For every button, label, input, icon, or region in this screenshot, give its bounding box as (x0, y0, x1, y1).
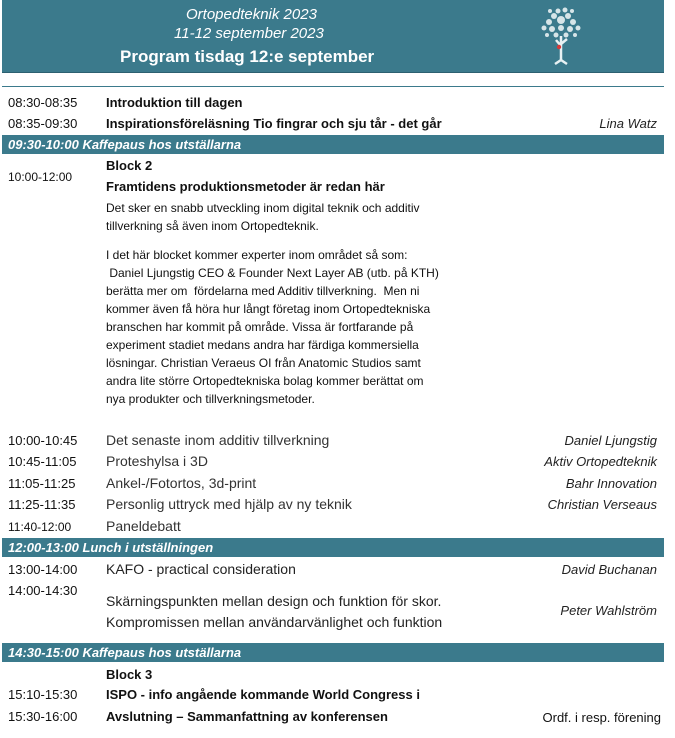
talk-title: Personlig uttryck med hjälp av ny teknik (106, 496, 352, 512)
talk-title: Skärningspunkten mellan design och funktion för skor. (106, 593, 442, 609)
talk-title: KAFO - practical consideration (106, 561, 296, 577)
speaker-name: Christian Verseaus (547, 497, 657, 512)
time-label: 11:40-12:00 (8, 520, 72, 534)
talk-title: Paneldebatt (106, 518, 181, 534)
text-line: kommer även få höra hur långt företag inom Ortopedtekniska (106, 302, 431, 316)
coffee-break-band: 14:30-15:00 Kaffepaus hos utställarna (2, 643, 664, 662)
text-line: tillverkning så även inom Ortopedteknik. (106, 219, 319, 233)
talk-title: Ankel-/Fotortos, 3d-print (106, 475, 257, 491)
block-intro (106, 199, 506, 235)
talk-title: Det senaste inom additiv tillverkning (106, 432, 330, 448)
text-line: Daniel Ljungstig CEO & Founder Next Layer AB (utb. på KTH) (106, 266, 439, 280)
time-label: 10:45-11:05 (8, 454, 77, 469)
speaker-name: Ordf. i resp. förening (542, 710, 661, 725)
text-line: lösningar. Christian Veraeus OI från Anatomic Studios samt (106, 356, 421, 370)
text-line: I det här blocket kommer experter inom området så som: (106, 248, 408, 262)
block-description (106, 246, 506, 408)
session-title: ISPO - info angående kommande World Congress i (106, 687, 420, 702)
speaker-name: David Buchanan (561, 562, 657, 577)
time-label: 14:00-14:30 (8, 583, 78, 598)
time-label: 08:30-08:35 (8, 95, 78, 110)
text-line: experiment stadiet medans andra har färdiga kommersiella (106, 338, 419, 352)
time-label: 15:30-16:00 (8, 709, 78, 724)
speaker-name: Lina Watz (599, 116, 657, 131)
time-label: 08:35-09:30 (8, 116, 78, 131)
speaker-name: Bahr Innovation (565, 476, 657, 491)
event-title: Ortopedteknik 2023 (186, 6, 317, 23)
time-label: 15:10-15:30 (8, 687, 78, 702)
text-line: berätta mer om fördelarna med Additiv tillverkning. Men ni (106, 284, 420, 298)
event-dates: 11-12 september 2023 (174, 25, 324, 42)
program-header (2, 0, 664, 73)
page-title: Program tisdag 12:e september (120, 47, 375, 66)
coffee-break-band: 09:30-10:00 Kaffepaus hos utställarna (2, 135, 664, 154)
speaker-name: Daniel Ljungstig (564, 433, 657, 448)
session-title: Introduktion till dagen (106, 95, 243, 110)
time-label: 10:00-12:00 (8, 170, 73, 184)
text-line: andra lite större Ortopedtekniska bolag kommer berättat om (106, 374, 424, 388)
session-title: Avslutning – Sammanfattning av konferensen (106, 709, 388, 724)
text-line: nya produkter och tillverkningsmetoder. (106, 392, 315, 406)
talk-subtitle: Kompromissen mellan användarvänlighet och funktion (106, 614, 443, 630)
time-label: 13:00-14:00 (8, 562, 78, 577)
time-label: 11:25-11:35 (8, 497, 76, 512)
session-title: Inspirationsföreläsning Tio fingrar och sju tår - det går (106, 116, 442, 131)
talk-title: Proteshylsa i 3D (106, 453, 208, 469)
speaker-name: Peter Wahlström (560, 603, 657, 618)
text-line: branschen har kommit på område. Vissa är fortfarande på (106, 320, 414, 334)
block-label: Block 2 (106, 158, 153, 173)
tree-logo-icon (530, 2, 592, 68)
time-label: 11:05-11:25 (8, 476, 76, 491)
text-line: Det sker en snabb utveckling inom digital teknik och additiv (106, 201, 420, 215)
header-divider (2, 86, 664, 87)
block-title: Framtidens produktionsmetoder är redan här (106, 179, 385, 194)
time-label: 10:00-10:45 (8, 433, 78, 448)
speaker-name: Aktiv Ortopedteknik (544, 454, 657, 469)
block-label: Block 3 (106, 667, 153, 682)
lunch-band: 12:00-13:00 Lunch i utställningen (2, 538, 664, 557)
